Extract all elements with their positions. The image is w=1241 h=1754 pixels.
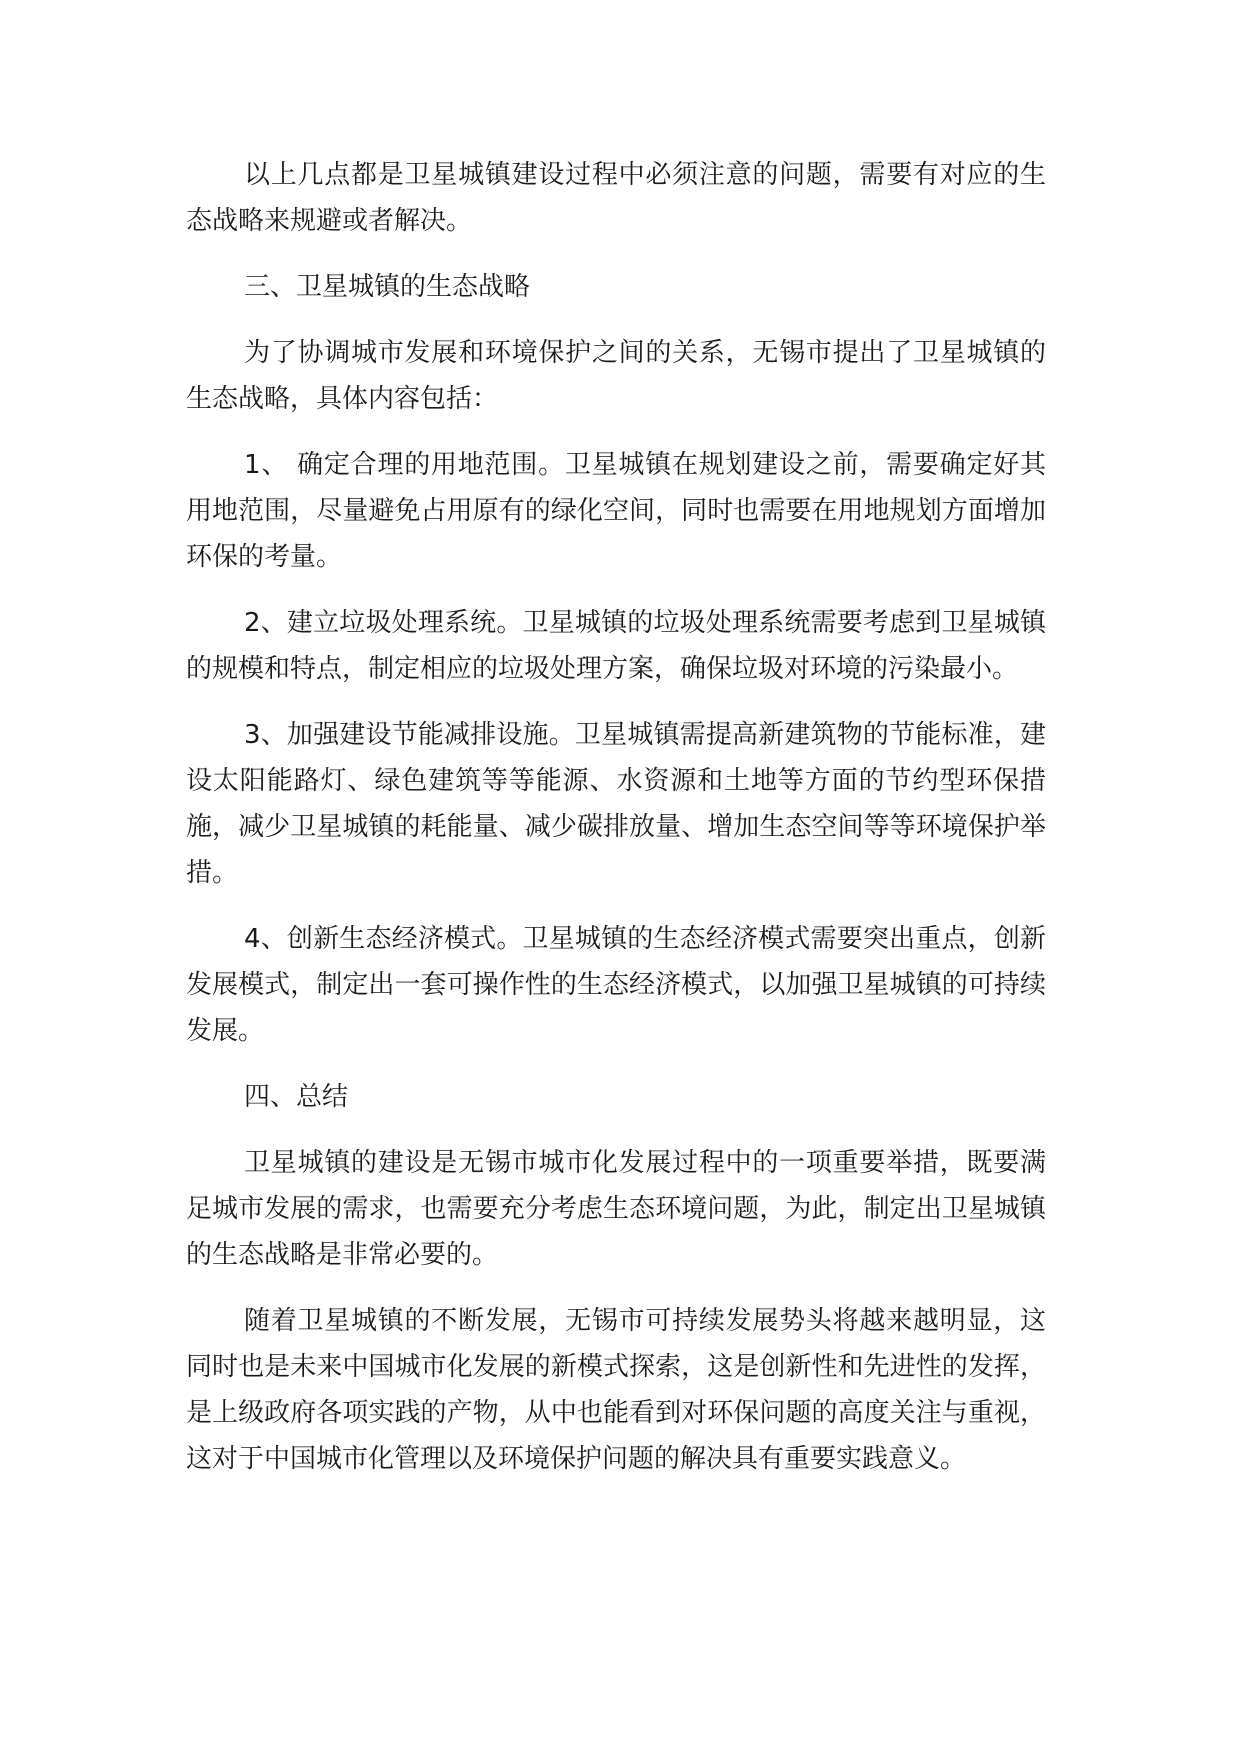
list-item-eco-economy: 4、创新生态经济模式。卫星城镇的生态经济模式需要突出重点，创新发展模式，制定出一套可操作性的生态经济模式，以加强卫星城镇的可持续发展。	[186, 924, 1046, 1046]
list-item-waste-system: 2、建立垃圾处理系统。卫星城镇的垃圾处理系统需要考虑到卫星城镇的规模和特点，制定相应的垃圾处理方案，确保垃圾对环境的污染最小。	[186, 608, 1046, 684]
paragraph-summary-2: 随着卫星城镇的不断发展，无锡市可持续发展势头将越来越明显，这同时也是未来中国城市化发展的新模式探索，这是创新性和先进性的发挥，是上级政府各项实践的产物，从中也能看到对环保问题的高度关注与重视，这对于中国城市化管理以及环境保护问题的解决具有重要实践意义。	[186, 1306, 1046, 1474]
paragraph-strategy-intro: 为了协调城市发展和环境保护之间的关系，无锡市提出了卫星城镇的生态战略，具体内容包括：	[186, 338, 1046, 414]
list-item-energy-saving: 3、加强建设节能减排设施。卫星城镇需提高新建筑物的节能标准，建设太阳能路灯、绿色建筑等等能源、水资源和土地等方面的节约型环保措施，减少卫星城镇的耗能量、减少碳排放量、增加生态空间等等环境保护举措。	[186, 720, 1046, 888]
section-heading-eco-strategy: 三、卫星城镇的生态战略	[244, 272, 531, 302]
document-body	[186, 152, 1046, 1502]
section-heading-summary: 四、总结	[244, 1082, 349, 1112]
paragraph-intro-summary: 以上几点都是卫星城镇建设过程中必须注意的问题，需要有对应的生态战略来规避或者解决。	[186, 160, 1046, 236]
paragraph-summary-1: 卫星城镇的建设是无锡市城市化发展过程中的一项重要举措，既要满足城市发展的需求，也需要充分考虑生态环境问题，为此，制定出卫星城镇的生态战略是非常必要的。	[186, 1148, 1046, 1270]
list-item-land-use: 1、 确定合理的用地范围。卫星城镇在规划建设之前，需要确定好其用地范围，尽量避免占用原有的绿化空间，同时也需要在用地规划方面增加环保的考量。	[186, 450, 1046, 572]
